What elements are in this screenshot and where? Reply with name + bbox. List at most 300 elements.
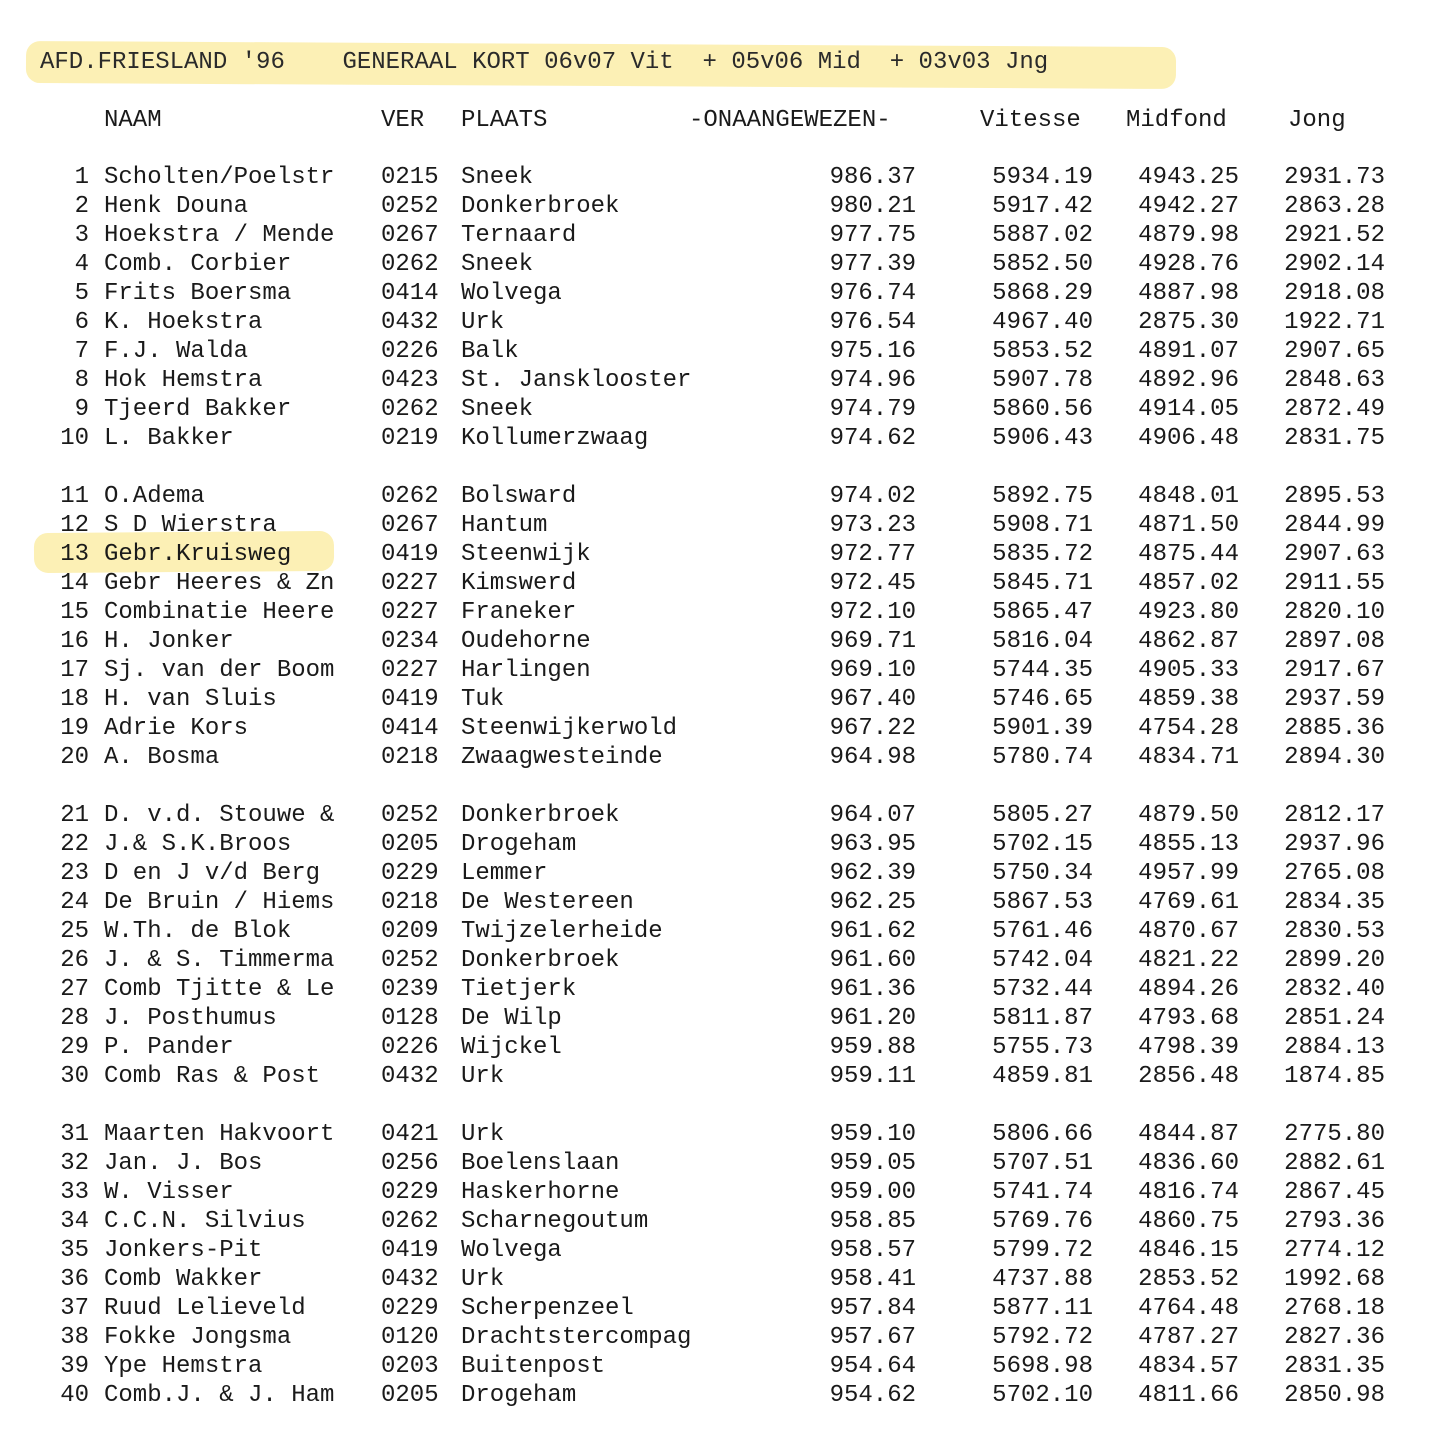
cell-plaats: Donkerbroek <box>461 193 620 220</box>
cell-rank: 21 <box>60 802 89 829</box>
cell-midfond: 4879.50 <box>1138 802 1239 829</box>
cell-onaangewezen: 961.36 <box>829 976 916 1003</box>
cell-ver: 0218 <box>381 889 439 916</box>
cell-ver: 0252 <box>381 193 439 220</box>
cell-naam: Combinatie Heere <box>104 599 335 626</box>
cell-plaats: Urk <box>461 1063 505 1090</box>
cell-onaangewezen: 969.71 <box>829 628 916 655</box>
cell-naam: Comb.J. & J. Ham <box>104 1382 335 1409</box>
cell-onaangewezen: 959.11 <box>829 1063 916 1090</box>
header-vitesse: Vitesse <box>980 107 1081 134</box>
cell-ver: 0203 <box>381 1353 439 1380</box>
cell-naam: Scholten/Poelstr <box>104 164 335 191</box>
cell-jong: 2820.10 <box>1284 599 1385 626</box>
cell-onaangewezen: 975.16 <box>829 338 916 365</box>
cell-naam: S D Wierstra <box>104 512 277 539</box>
cell-naam: Fokke Jongsma <box>104 1324 292 1351</box>
cell-midfond: 4834.71 <box>1138 744 1239 771</box>
cell-naam: Comb. Corbier <box>104 251 292 278</box>
cell-onaangewezen: 958.41 <box>829 1266 916 1293</box>
cell-rank: 3 <box>74 222 89 249</box>
cell-ver: 0267 <box>381 222 439 249</box>
cell-vitesse: 5741.74 <box>992 1179 1093 1206</box>
cell-onaangewezen: 976.54 <box>829 309 916 336</box>
cell-onaangewezen: 973.23 <box>829 512 916 539</box>
cell-midfond: 4905.33 <box>1138 657 1239 684</box>
cell-naam: A. Bosma <box>104 744 220 771</box>
cell-rank: 14 <box>60 570 89 597</box>
cell-onaangewezen: 962.25 <box>829 889 916 916</box>
cell-plaats: Hantum <box>461 512 548 539</box>
cell-midfond: 4906.48 <box>1138 425 1239 452</box>
cell-plaats: Donkerbroek <box>461 802 620 829</box>
cell-ver: 0252 <box>381 802 439 829</box>
cell-ver: 0215 <box>381 164 439 191</box>
cell-jong: 2931.73 <box>1284 164 1385 191</box>
cell-ver: 0234 <box>381 628 439 655</box>
cell-plaats: Buitenpost <box>461 1353 606 1380</box>
cell-vitesse: 5769.76 <box>992 1208 1093 1235</box>
cell-ver: 0226 <box>381 338 439 365</box>
cell-naam: Gebr.Kruisweg <box>104 541 292 568</box>
cell-jong: 2844.99 <box>1284 512 1385 539</box>
cell-naam: F.J. Walda <box>104 338 249 365</box>
cell-jong: 2917.67 <box>1284 657 1385 684</box>
cell-midfond: 4943.25 <box>1138 164 1239 191</box>
cell-midfond: 4816.74 <box>1138 1179 1239 1206</box>
cell-midfond: 4957.99 <box>1138 860 1239 887</box>
cell-jong: 2907.65 <box>1284 338 1385 365</box>
cell-plaats: Donkerbroek <box>461 947 620 974</box>
cell-rank: 28 <box>60 1005 89 1032</box>
cell-jong: 2894.30 <box>1284 744 1385 771</box>
cell-naam: K. Hoekstra <box>104 309 263 336</box>
cell-vitesse: 5816.04 <box>992 628 1093 655</box>
cell-rank: 10 <box>60 425 89 452</box>
cell-vitesse: 5750.34 <box>992 860 1093 887</box>
cell-rank: 1 <box>74 164 89 191</box>
cell-naam: Comb Tjitte & Le <box>104 976 335 1003</box>
cell-vitesse: 4737.88 <box>992 1266 1093 1293</box>
cell-ver: 0256 <box>381 1150 439 1177</box>
cell-jong: 2774.12 <box>1284 1237 1385 1264</box>
cell-plaats: Zwaagwesteinde <box>461 744 663 771</box>
cell-naam: D en J v/d Berg <box>104 860 321 887</box>
cell-onaangewezen: 961.60 <box>829 947 916 974</box>
document-title: AFD.FRIESLAND '96 GENERAAL KORT 06v07 Vit + 05v06 Mid + 03v03 Jng <box>40 49 1049 76</box>
cell-onaangewezen: 958.57 <box>829 1237 916 1264</box>
cell-vitesse: 5917.42 <box>992 193 1093 220</box>
cell-plaats: Wolvega <box>461 280 562 307</box>
cell-jong: 1922.71 <box>1284 309 1385 336</box>
cell-rank: 2 <box>74 193 89 220</box>
cell-rank: 32 <box>60 1150 89 1177</box>
cell-naam: P. Pander <box>104 1034 234 1061</box>
cell-onaangewezen: 976.74 <box>829 280 916 307</box>
cell-midfond: 4846.15 <box>1138 1237 1239 1264</box>
cell-jong: 2765.08 <box>1284 860 1385 887</box>
cell-naam: Hok Hemstra <box>104 367 263 394</box>
cell-plaats: Steenwijk <box>461 541 591 568</box>
cell-midfond: 4764.48 <box>1138 1295 1239 1322</box>
cell-midfond: 2853.52 <box>1138 1266 1239 1293</box>
cell-onaangewezen: 964.98 <box>829 744 916 771</box>
cell-jong: 2902.14 <box>1284 251 1385 278</box>
cell-jong: 2872.49 <box>1284 396 1385 423</box>
cell-naam: H. Jonker <box>104 628 234 655</box>
cell-naam: Henk Douna <box>104 193 249 220</box>
cell-midfond: 4891.07 <box>1138 338 1239 365</box>
cell-ver: 0120 <box>381 1324 439 1351</box>
cell-jong: 1992.68 <box>1284 1266 1385 1293</box>
cell-jong: 2867.45 <box>1284 1179 1385 1206</box>
cell-plaats: Wolvega <box>461 1237 562 1264</box>
cell-jong: 2937.59 <box>1284 686 1385 713</box>
cell-jong: 1874.85 <box>1284 1063 1385 1090</box>
cell-naam: J. Posthumus <box>104 1005 277 1032</box>
cell-ver: 0419 <box>381 686 439 713</box>
cell-jong: 2831.75 <box>1284 425 1385 452</box>
cell-naam: Tjeerd Bakker <box>104 396 292 423</box>
cell-plaats: Sneek <box>461 251 534 278</box>
cell-plaats: Haskerhorne <box>461 1179 620 1206</box>
cell-vitesse: 5908.71 <box>992 512 1093 539</box>
cell-rank: 24 <box>60 889 89 916</box>
cell-midfond: 4892.96 <box>1138 367 1239 394</box>
cell-rank: 4 <box>74 251 89 278</box>
cell-vitesse: 5860.56 <box>992 396 1093 423</box>
cell-ver: 0262 <box>381 396 439 423</box>
cell-midfond: 4787.27 <box>1138 1324 1239 1351</box>
cell-onaangewezen: 957.67 <box>829 1324 916 1351</box>
header-onaangewezen: -ONAANGEWEZEN- <box>689 107 891 134</box>
cell-vitesse: 5792.72 <box>992 1324 1093 1351</box>
cell-ver: 0252 <box>381 947 439 974</box>
cell-jong: 2827.36 <box>1284 1324 1385 1351</box>
cell-rank: 27 <box>60 976 89 1003</box>
cell-vitesse: 5780.74 <box>992 744 1093 771</box>
cell-onaangewezen: 967.40 <box>829 686 916 713</box>
cell-vitesse: 5744.35 <box>992 657 1093 684</box>
cell-ver: 0419 <box>381 1237 439 1264</box>
cell-naam: Jan. J. Bos <box>104 1150 263 1177</box>
cell-rank: 39 <box>60 1353 89 1380</box>
cell-onaangewezen: 977.39 <box>829 251 916 278</box>
cell-vitesse: 5811.87 <box>992 1005 1093 1032</box>
cell-naam: L. Bakker <box>104 425 234 452</box>
cell-plaats: Sneek <box>461 396 534 423</box>
cell-midfond: 2856.48 <box>1138 1063 1239 1090</box>
cell-midfond: 4821.22 <box>1138 947 1239 974</box>
cell-ver: 0262 <box>381 251 439 278</box>
cell-plaats: Ternaard <box>461 222 577 249</box>
cell-onaangewezen: 980.21 <box>829 193 916 220</box>
cell-onaangewezen: 959.00 <box>829 1179 916 1206</box>
cell-ver: 0423 <box>381 367 439 394</box>
cell-jong: 2834.35 <box>1284 889 1385 916</box>
cell-onaangewezen: 972.77 <box>829 541 916 568</box>
cell-vitesse: 5877.11 <box>992 1295 1093 1322</box>
cell-jong: 2850.98 <box>1284 1382 1385 1409</box>
cell-plaats: Sneek <box>461 164 534 191</box>
cell-vitesse: 5698.98 <box>992 1353 1093 1380</box>
cell-vitesse: 5845.71 <box>992 570 1093 597</box>
cell-onaangewezen: 974.96 <box>829 367 916 394</box>
cell-onaangewezen: 967.22 <box>829 715 916 742</box>
header-midfond: Midfond <box>1126 107 1227 134</box>
cell-ver: 0128 <box>381 1005 439 1032</box>
cell-naam: J. & S. Timmerma <box>104 947 335 974</box>
cell-jong: 2851.24 <box>1284 1005 1385 1032</box>
cell-naam: W. Visser <box>104 1179 234 1206</box>
cell-ver: 0421 <box>381 1121 439 1148</box>
cell-naam: Sj. van der Boom <box>104 657 335 684</box>
cell-ver: 0205 <box>381 831 439 858</box>
cell-rank: 35 <box>60 1237 89 1264</box>
cell-vitesse: 5901.39 <box>992 715 1093 742</box>
cell-naam: Adrie Kors <box>104 715 249 742</box>
cell-naam: O.Adema <box>104 483 205 510</box>
cell-rank: 18 <box>60 686 89 713</box>
cell-vitesse: 5806.66 <box>992 1121 1093 1148</box>
cell-onaangewezen: 958.85 <box>829 1208 916 1235</box>
cell-vitesse: 5755.73 <box>992 1034 1093 1061</box>
cell-midfond: 4871.50 <box>1138 512 1239 539</box>
cell-jong: 2882.61 <box>1284 1150 1385 1177</box>
cell-midfond: 4879.98 <box>1138 222 1239 249</box>
cell-midfond: 4834.57 <box>1138 1353 1239 1380</box>
cell-vitesse: 5867.53 <box>992 889 1093 916</box>
cell-rank: 6 <box>74 309 89 336</box>
cell-onaangewezen: 961.62 <box>829 918 916 945</box>
cell-onaangewezen: 957.84 <box>829 1295 916 1322</box>
cell-plaats: Drogeham <box>461 1382 577 1409</box>
cell-ver: 0419 <box>381 541 439 568</box>
cell-midfond: 4860.75 <box>1138 1208 1239 1235</box>
cell-jong: 2897.08 <box>1284 628 1385 655</box>
cell-midfond: 4942.27 <box>1138 193 1239 220</box>
cell-rank: 30 <box>60 1063 89 1090</box>
cell-plaats: Boelenslaan <box>461 1150 620 1177</box>
cell-ver: 0227 <box>381 570 439 597</box>
cell-midfond: 4844.87 <box>1138 1121 1239 1148</box>
cell-jong: 2775.80 <box>1284 1121 1385 1148</box>
cell-rank: 16 <box>60 628 89 655</box>
cell-midfond: 4875.44 <box>1138 541 1239 568</box>
cell-jong: 2848.63 <box>1284 367 1385 394</box>
cell-vitesse: 5892.75 <box>992 483 1093 510</box>
cell-plaats: Urk <box>461 1266 505 1293</box>
cell-rank: 40 <box>60 1382 89 1409</box>
cell-midfond: 4857.02 <box>1138 570 1239 597</box>
cell-midfond: 4754.28 <box>1138 715 1239 742</box>
cell-rank: 25 <box>60 918 89 945</box>
cell-jong: 2895.53 <box>1284 483 1385 510</box>
cell-jong: 2793.36 <box>1284 1208 1385 1235</box>
cell-naam: D. v.d. Stouwe & <box>104 802 335 829</box>
cell-ver: 0226 <box>381 1034 439 1061</box>
cell-midfond: 4870.67 <box>1138 918 1239 945</box>
cell-onaangewezen: 972.45 <box>829 570 916 597</box>
cell-ver: 0414 <box>381 715 439 742</box>
cell-vitesse: 5707.51 <box>992 1150 1093 1177</box>
cell-plaats: Urk <box>461 1121 505 1148</box>
cell-plaats: St. Jansklooster <box>461 367 692 394</box>
cell-naam: Maarten Hakvoort <box>104 1121 335 1148</box>
cell-vitesse: 5868.29 <box>992 280 1093 307</box>
cell-naam: C.C.N. Silvius <box>104 1208 306 1235</box>
cell-onaangewezen: 959.05 <box>829 1150 916 1177</box>
cell-onaangewezen: 974.02 <box>829 483 916 510</box>
cell-midfond: 4798.39 <box>1138 1034 1239 1061</box>
cell-midfond: 4811.66 <box>1138 1382 1239 1409</box>
cell-onaangewezen: 954.62 <box>829 1382 916 1409</box>
cell-plaats: Balk <box>461 338 519 365</box>
cell-rank: 5 <box>74 280 89 307</box>
cell-vitesse: 5887.02 <box>992 222 1093 249</box>
cell-ver: 0432 <box>381 309 439 336</box>
cell-naam: Gebr Heeres & Zn <box>104 570 335 597</box>
cell-ver: 0239 <box>381 976 439 1003</box>
cell-naam: Ruud Lelieveld <box>104 1295 306 1322</box>
cell-naam: Jonkers-Pit <box>104 1237 263 1264</box>
cell-rank: 34 <box>60 1208 89 1235</box>
cell-ver: 0227 <box>381 657 439 684</box>
cell-jong: 2768.18 <box>1284 1295 1385 1322</box>
cell-jong: 2937.96 <box>1284 831 1385 858</box>
cell-onaangewezen: 959.10 <box>829 1121 916 1148</box>
cell-naam: De Bruin / Hiems <box>104 889 335 916</box>
cell-rank: 23 <box>60 860 89 887</box>
cell-vitesse: 5732.44 <box>992 976 1093 1003</box>
cell-rank: 13 <box>60 541 89 568</box>
cell-rank: 11 <box>60 483 89 510</box>
cell-plaats: Scharnegoutum <box>461 1208 649 1235</box>
cell-ver: 0414 <box>381 280 439 307</box>
cell-vitesse: 5746.65 <box>992 686 1093 713</box>
cell-plaats: Urk <box>461 309 505 336</box>
cell-rank: 22 <box>60 831 89 858</box>
cell-vitesse: 5934.19 <box>992 164 1093 191</box>
cell-jong: 2884.13 <box>1284 1034 1385 1061</box>
cell-onaangewezen: 986.37 <box>829 164 916 191</box>
cell-plaats: Tietjerk <box>461 976 577 1003</box>
cell-rank: 29 <box>60 1034 89 1061</box>
cell-plaats: Franeker <box>461 599 577 626</box>
header-plaats: PLAATS <box>461 107 548 134</box>
cell-vitesse: 4859.81 <box>992 1063 1093 1090</box>
cell-jong: 2921.52 <box>1284 222 1385 249</box>
cell-ver: 0229 <box>381 1295 439 1322</box>
cell-rank: 26 <box>60 947 89 974</box>
header-ver: VER <box>381 107 425 134</box>
cell-rank: 17 <box>60 657 89 684</box>
cell-midfond: 4769.61 <box>1138 889 1239 916</box>
cell-midfond: 4887.98 <box>1138 280 1239 307</box>
cell-ver: 0209 <box>381 918 439 945</box>
cell-plaats: Harlingen <box>461 657 591 684</box>
cell-rank: 38 <box>60 1324 89 1351</box>
cell-vitesse: 5852.50 <box>992 251 1093 278</box>
cell-onaangewezen: 974.79 <box>829 396 916 423</box>
cell-vitesse: 5805.27 <box>992 802 1093 829</box>
cell-midfond: 4859.38 <box>1138 686 1239 713</box>
cell-midfond: 4914.05 <box>1138 396 1239 423</box>
cell-midfond: 2875.30 <box>1138 309 1239 336</box>
cell-onaangewezen: 964.07 <box>829 802 916 829</box>
cell-plaats: Drogeham <box>461 831 577 858</box>
cell-plaats: Scherpenzeel <box>461 1295 634 1322</box>
cell-onaangewezen: 974.62 <box>829 425 916 452</box>
cell-naam: Hoekstra / Mende <box>104 222 335 249</box>
cell-ver: 0229 <box>381 1179 439 1206</box>
cell-midfond: 4862.87 <box>1138 628 1239 655</box>
cell-vitesse: 5702.10 <box>992 1382 1093 1409</box>
cell-ver: 0227 <box>381 599 439 626</box>
cell-naam: H. van Sluis <box>104 686 277 713</box>
cell-rank: 7 <box>74 338 89 365</box>
cell-onaangewezen: 963.95 <box>829 831 916 858</box>
cell-plaats: Wijckel <box>461 1034 562 1061</box>
cell-rank: 31 <box>60 1121 89 1148</box>
cell-vitesse: 5853.52 <box>992 338 1093 365</box>
cell-ver: 0262 <box>381 1208 439 1235</box>
cell-onaangewezen: 959.88 <box>829 1034 916 1061</box>
cell-vitesse: 5742.04 <box>992 947 1093 974</box>
cell-ver: 0432 <box>381 1266 439 1293</box>
cell-rank: 37 <box>60 1295 89 1322</box>
cell-jong: 2832.40 <box>1284 976 1385 1003</box>
cell-naam: Comb Ras & Post <box>104 1063 321 1090</box>
cell-midfond: 4793.68 <box>1138 1005 1239 1032</box>
cell-naam: W.Th. de Blok <box>104 918 292 945</box>
cell-onaangewezen: 969.10 <box>829 657 916 684</box>
cell-rank: 8 <box>74 367 89 394</box>
header-jong: Jong <box>1288 107 1346 134</box>
cell-jong: 2863.28 <box>1284 193 1385 220</box>
cell-jong: 2911.55 <box>1284 570 1385 597</box>
cell-vitesse: 5835.72 <box>992 541 1093 568</box>
header-naam: NAAM <box>104 107 162 134</box>
cell-jong: 2830.53 <box>1284 918 1385 945</box>
cell-vitesse: 5906.43 <box>992 425 1093 452</box>
cell-naam: Frits Boersma <box>104 280 292 307</box>
cell-onaangewezen: 972.10 <box>829 599 916 626</box>
cell-vitesse: 4967.40 <box>992 309 1093 336</box>
cell-ver: 0218 <box>381 744 439 771</box>
cell-rank: 15 <box>60 599 89 626</box>
cell-midfond: 4855.13 <box>1138 831 1239 858</box>
cell-midfond: 4928.76 <box>1138 251 1239 278</box>
cell-rank: 12 <box>60 512 89 539</box>
cell-onaangewezen: 961.20 <box>829 1005 916 1032</box>
cell-vitesse: 5865.47 <box>992 599 1093 626</box>
cell-midfond: 4848.01 <box>1138 483 1239 510</box>
cell-plaats: Bolsward <box>461 483 577 510</box>
cell-jong: 2812.17 <box>1284 802 1385 829</box>
cell-ver: 0205 <box>381 1382 439 1409</box>
cell-midfond: 4923.80 <box>1138 599 1239 626</box>
cell-vitesse: 5761.46 <box>992 918 1093 945</box>
cell-plaats: Steenwijkerwold <box>461 715 678 742</box>
cell-plaats: Oudehorne <box>461 628 591 655</box>
cell-plaats: Tuk <box>461 686 505 713</box>
cell-vitesse: 5702.15 <box>992 831 1093 858</box>
cell-plaats: De Westereen <box>461 889 634 916</box>
cell-onaangewezen: 954.64 <box>829 1353 916 1380</box>
cell-ver: 0432 <box>381 1063 439 1090</box>
cell-vitesse: 5907.78 <box>992 367 1093 394</box>
